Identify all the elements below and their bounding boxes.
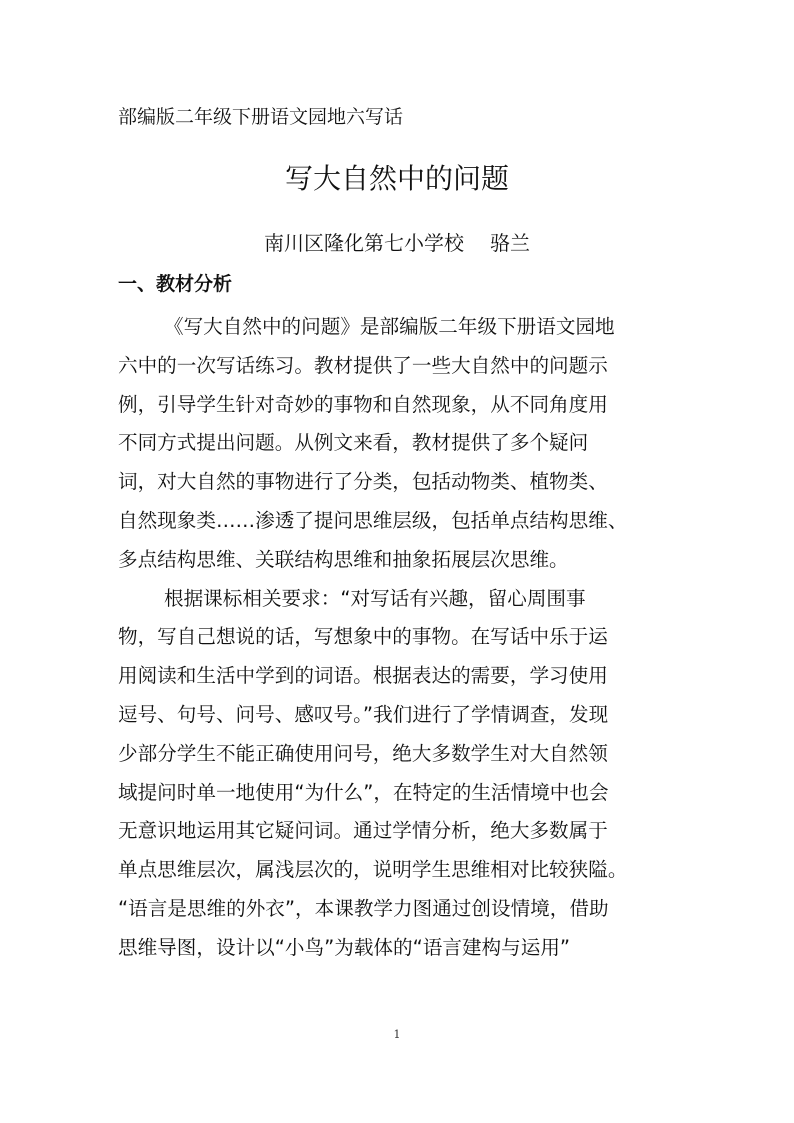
paragraph-line: 六中的一次写话练习。教材提供了一些大自然中的问题示	[118, 353, 608, 377]
paragraph-line: 逗号、句号、问号、感叹号。”我们进行了学情调查，发现	[118, 702, 609, 726]
paragraph-line: 少部分学生不能正确使用问号，绝大多数学生对大自然领	[118, 741, 608, 765]
byline	[0, 229, 794, 257]
paragraph-line: 思维导图，设计以“小鸟”为载体的“语言建构与运用”	[118, 935, 571, 959]
page-title: 写大自然中的问题	[284, 162, 509, 195]
paragraph-line: 不同方式提出问题。从例文来看，教材提供了多个疑问	[118, 431, 589, 455]
paragraph-text: 《写大自然中的问题》是部编版二年级下册语文园地	[164, 315, 615, 338]
paragraph-line: “语言是思维的外衣”，本课教学力图通过创设情境，借助	[118, 896, 609, 920]
document-header: 部编版二年级下册语文园地六写话	[118, 106, 404, 128]
paragraph-line: 词，对大自然的事物进行了分类，包括动物类、植物类、	[118, 470, 608, 494]
paragraph-line: 例，引导学生针对奇妙的事物和自然现象，从不同角度用	[118, 392, 608, 416]
paragraph-line: 单点思维层次，属浅层次的，说明学生思维相对比较狭隘。	[118, 858, 628, 882]
paragraph-line: 无意识地运用其它疑问词。通过学情分析，绝大多数属于	[118, 819, 608, 843]
paragraph-line: 多点结构思维、关联结构思维和抽象拓展层次思维。	[118, 547, 569, 571]
paragraph-line	[118, 580, 673, 619]
paragraph-text: 根据课标相关要求：“对写话有兴趣，留心周围事	[164, 586, 586, 610]
paragraph-line: 用阅读和生活中学到的词语。根据表达的需要，学习使用	[118, 664, 608, 688]
paragraph-line: 物，写自己想说的话，写想象中的事物。在写话中乐于运	[118, 625, 608, 649]
page-number: 1	[393, 1028, 401, 1041]
author-name: 骆兰	[490, 231, 530, 255]
paragraph-line	[118, 308, 673, 347]
section-heading: 一、教材分析	[118, 273, 233, 295]
paragraph-line: 域提问时单一地使用“为什么”，在特定的生活情境中也会	[118, 780, 609, 804]
body-text	[118, 308, 673, 968]
school-name: 南川区隆化第七小学校	[264, 231, 464, 255]
paragraph-line: 自然现象类……渗透了提问思维层级，包括单点结构思维、	[118, 508, 628, 532]
